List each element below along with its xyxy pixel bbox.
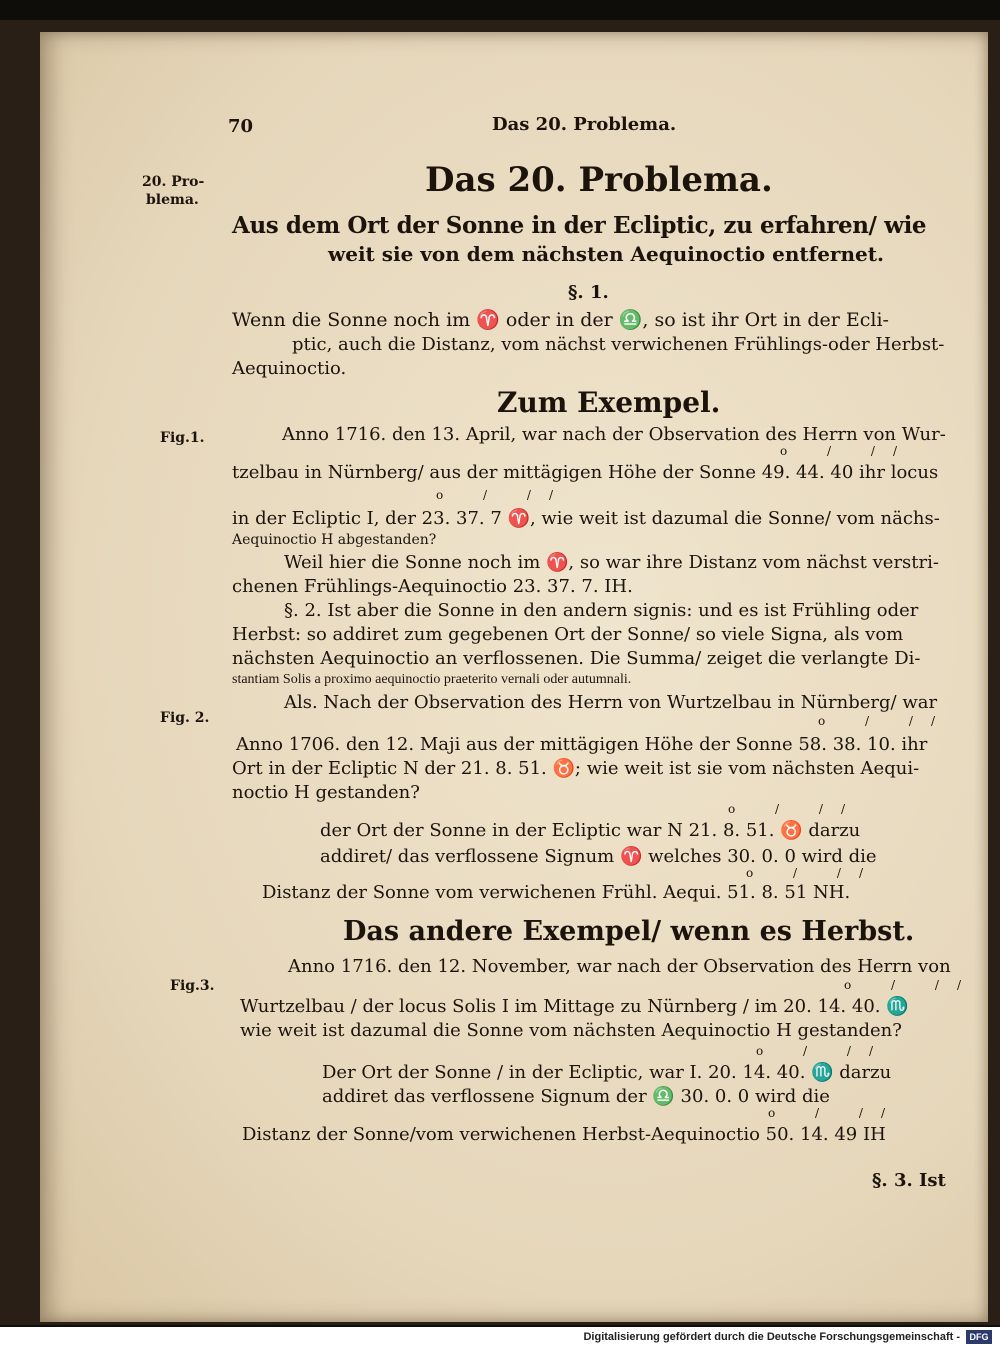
section2-calc-line1: der Ort der Sonne in der Ecliptic war N 21. 8. 51. ♉ darzu [320,820,861,841]
section1-line3: Aequinoctio. [232,358,347,379]
section2-calc-line3: Distanz der Sonne vom verwichenen Frühl. Aequi. 51. 8. 51 NH. [262,882,851,903]
running-title: Das 20. Problema. [492,114,677,135]
section2-line8: noctio H gestanden? [232,782,420,803]
example2-heading: Das andere Exempel/ wenn es Herbst. [343,916,915,947]
example1-line6: chenen Frühlings-Aequinoctio 23. 37. 7. IH. [232,576,633,597]
section2-line1: §. 2. Ist aber die Sonne in den andern signis: und es ist Frühling oder [284,600,919,621]
example1-degree-marks-2: o / // [436,488,571,502]
section2-degree-marks-1: o / // [818,714,953,728]
example1-line1: Anno 1716. den 13. April, war nach der Observation des Herrn von Wur- [282,424,946,445]
example2-degree-marks-3: o / // [768,1106,903,1120]
section2-line7: Ort in der Ecliptic N der 21. 8. 51. ♉; wie weit ist sie vom nächsten Aequi- [232,758,920,779]
margin-label-line1: 20. Pro- [142,174,205,190]
example2-calc-line2: addiret das verflossene Signum der ♎ 30. 0. 0 wird die [322,1086,830,1107]
catchword: §. 3. Ist [872,1170,946,1191]
section1-line1: Wenn die Sonne noch im ♈ oder in der ♎, so ist ihr Ort in der Ecli- [232,309,889,331]
section2-line6: Anno 1706. den 12. Maji aus der mittägigen Höhe der Sonne 58. 38. 10. ihr [236,734,928,755]
section2-line2: Herbst: so addiret zum gegebenen Ort der Sonne/ so viele Signa, als vom [232,624,904,645]
example1-line5: Weil hier die Sonne noch im ♈, so war ihre Distanz vom nächst verstri- [284,552,939,573]
dfg-logo: DFG [966,1330,992,1344]
section2-calc-line2: addiret/ das verflossene Signum ♈ welches 30. 0. 0 wird die [320,846,877,867]
section2-line5: Als. Nach der Observation des Herrn von Wurtzelbau in Nürnberg/ war [284,692,938,713]
margin-fig3: Fig.3. [170,978,215,994]
section2-line4: stantiam Solis a proximo aequinoctio praeterito vernali oder autumnali. [232,672,632,687]
section2-degree-marks-2: o / // [728,802,863,816]
problem-subtitle-line1: Aus dem Ort der Sonne in der Ecliptic, zu erfahren/ wie [232,212,927,239]
footer-credit: Digitalisierung gefördert durch die Deutsche Forschungsgemeinschaft - [583,1331,960,1343]
example1-line2: tzelbau in Nürnberg/ aus der mittägigen Höhe der Sonne 49. 44. 40 ihr locus [232,462,939,483]
example2-line1: Anno 1716. den 12. November, war nach der Observation des Herrn von [288,956,951,977]
example1-heading: Zum Exempel. [497,386,721,419]
example1-line4: Aequinoctio H abgestanden? [232,532,437,548]
example2-calc-line3: Distanz der Sonne/vom verwichenen Herbst-Aequinoctio 50. 14. 49 IH [242,1124,886,1145]
margin-label-line2: blema. [146,192,199,208]
example2-line2: Wurtzelbau / der locus Solis I im Mittage zu Nürnberg / im 20. 14. 40. ♏ [240,996,909,1017]
margin-fig2: Fig. 2. [160,710,210,726]
section2-line3: nächsten Aequinoctio an verflossenen. Die Summa/ zeiget die verlangte Di- [232,648,921,669]
problem-heading: Das 20. Problema. [425,160,773,200]
problem-subtitle-line2: weit sie von dem nächsten Aequinoctio entfernet. [328,242,884,266]
example2-line3: wie weit ist dazumal die Sonne vom nächsten Aequinoctio H gestanden? [240,1020,902,1041]
section1-line2: ptic, auch die Distanz, vom nächst verwichenen Frühlings-oder Herbst- [292,334,945,355]
example2-degree-marks-1: o / // [844,978,979,992]
section2-degree-marks-3: o / // [746,866,881,880]
example1-line3: in der Ecliptic I, der 23. 37. 7 ♈, wie weit ist dazumal die Sonne/ vom nächs- [232,508,940,529]
section-mark-1: §. 1. [568,282,609,303]
example1-degree-marks-1: o / // [780,444,915,458]
margin-fig1: Fig.1. [160,430,205,446]
example2-calc-line1: Der Ort der Sonne / in der Ecliptic, war I. 20. 14. 40. ♏ darzu [322,1062,892,1083]
page-number: 70 [228,116,254,137]
example2-degree-marks-2: o / // [756,1044,891,1058]
